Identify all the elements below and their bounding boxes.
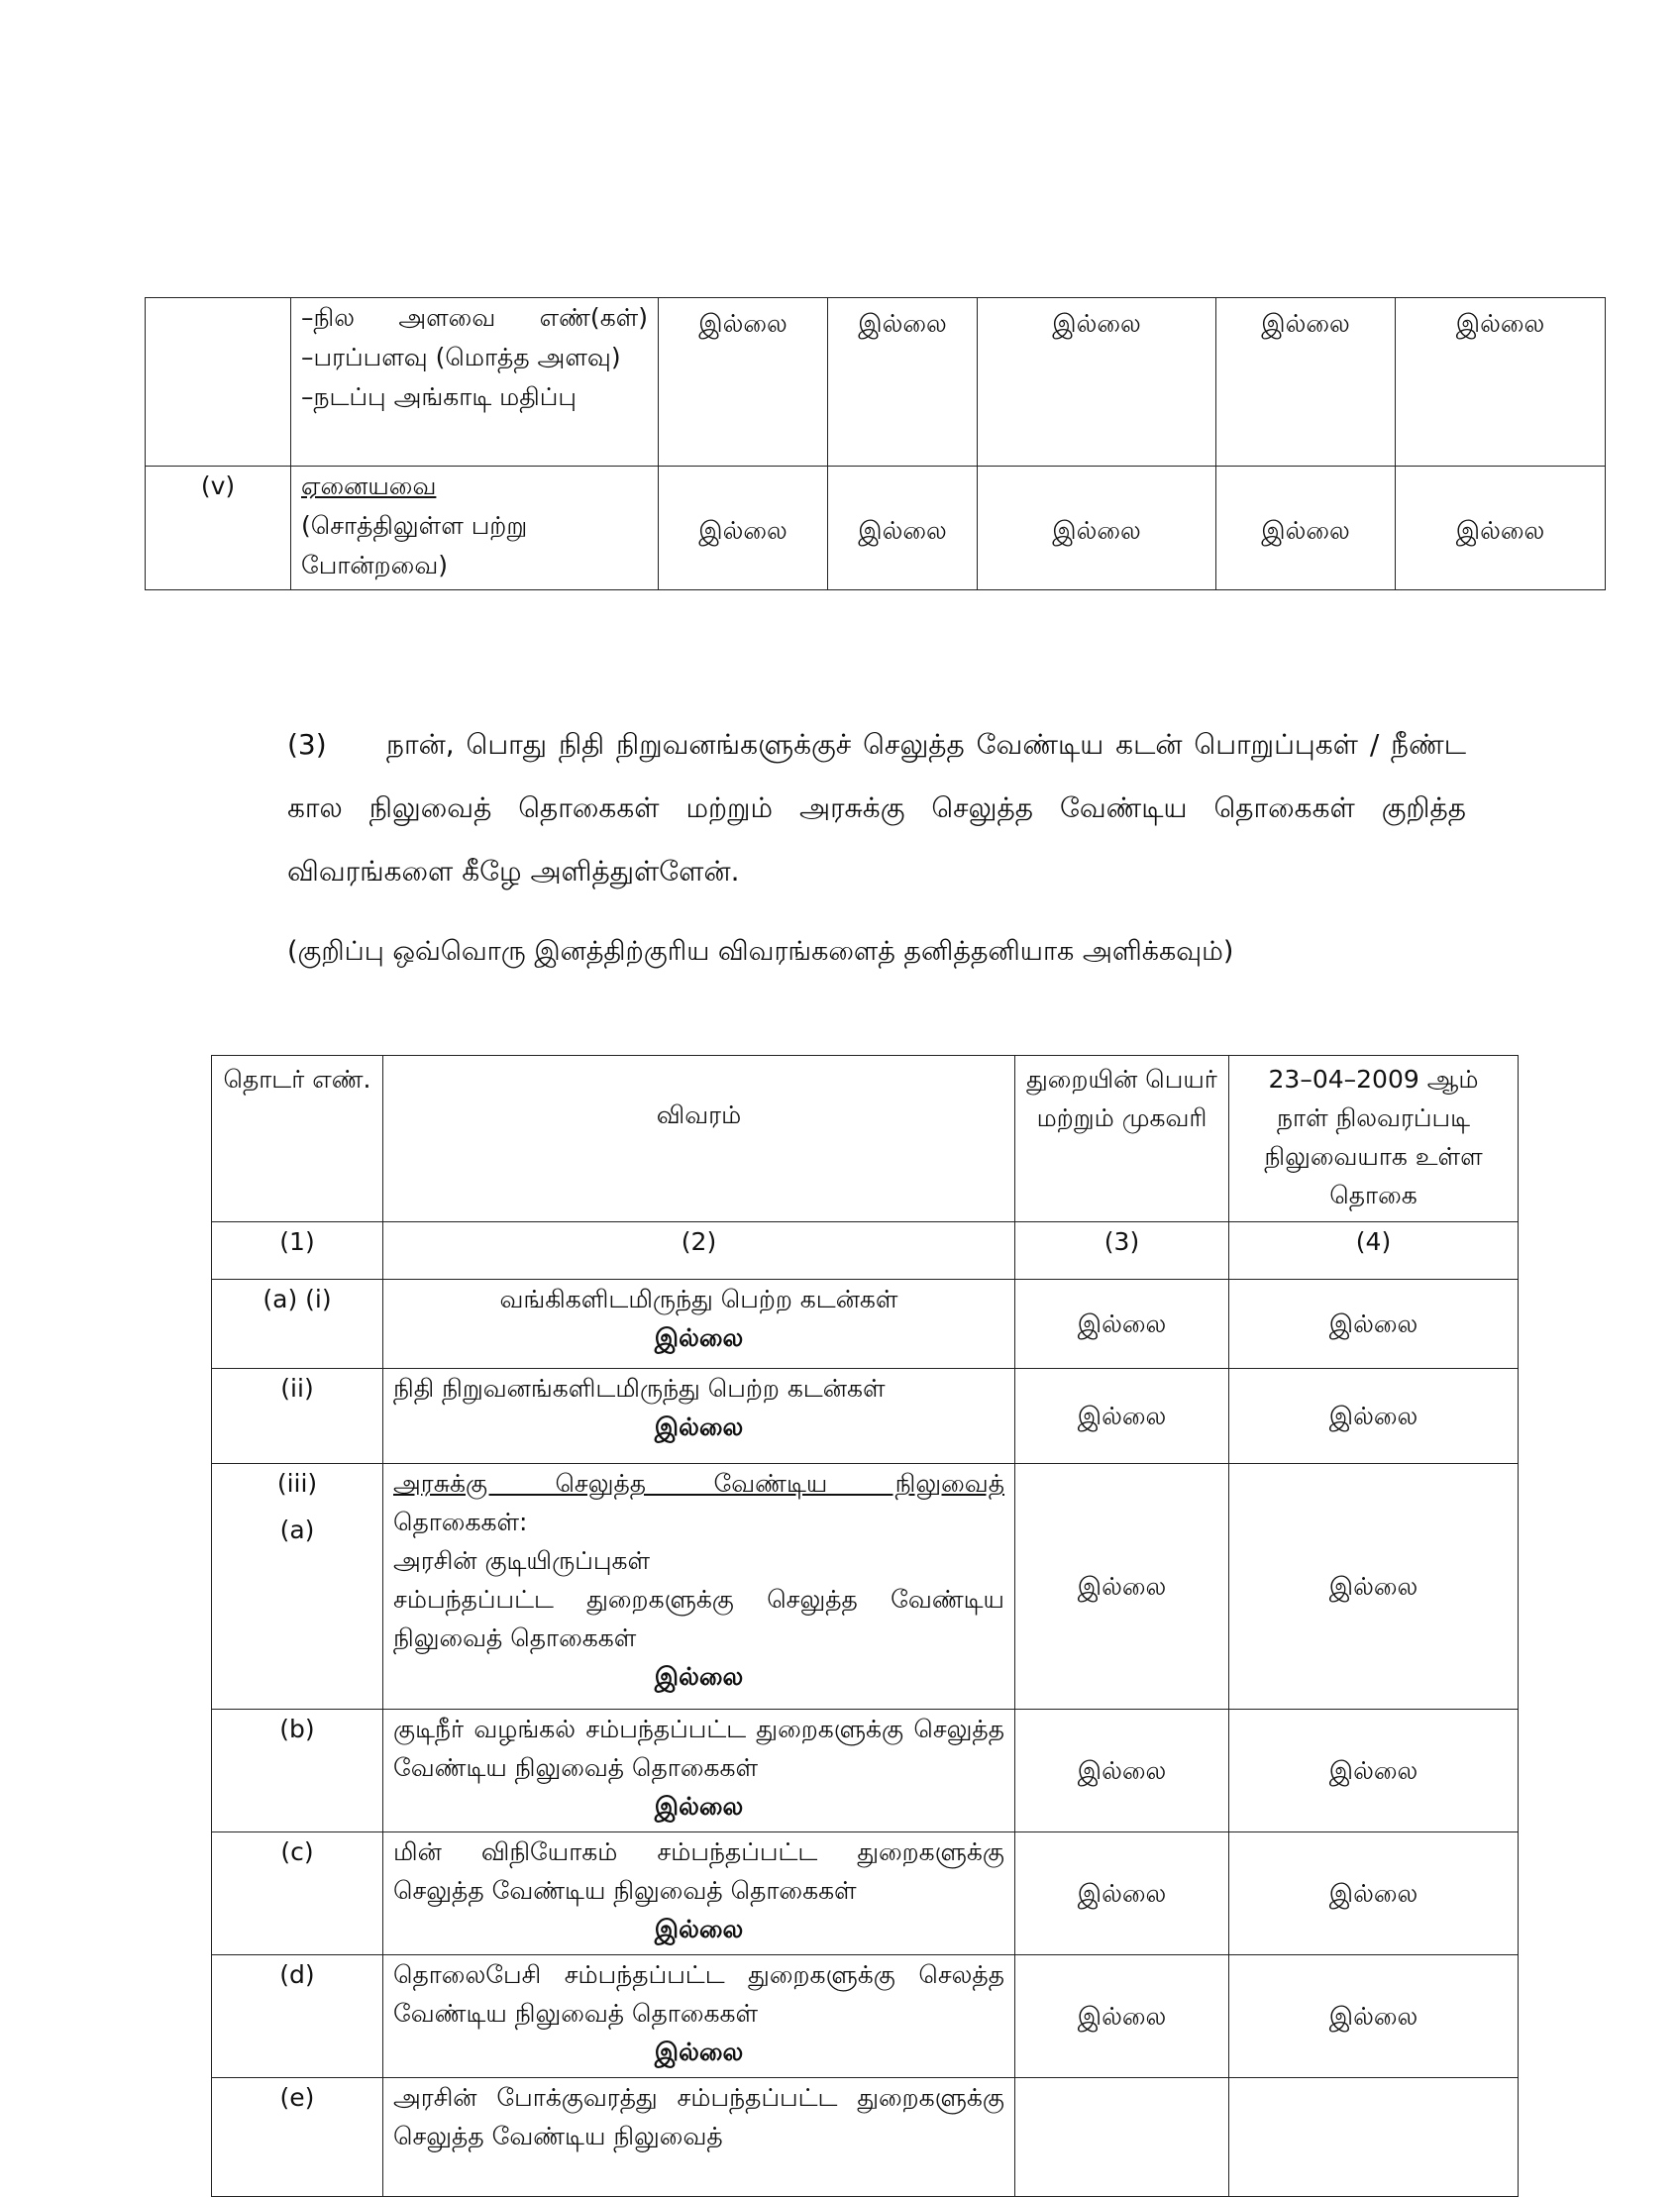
value-cell: இல்லை (1216, 298, 1396, 467)
description-cell (383, 1955, 1015, 2078)
description-cell (383, 1710, 1015, 1832)
serial-cell: (v) (146, 467, 291, 590)
description-value: இல்லை (654, 1412, 744, 1441)
description-text: மின் விநியோகம் சம்பந்தப்பட்ட துறைகளுக்கு செலுத்த வேண்டிய நிலுவைத் தொகைகள் (393, 1837, 1004, 1905)
department-cell: இல்லை (1015, 1464, 1229, 1710)
header-row (212, 1056, 1519, 1222)
table-row (146, 298, 1606, 467)
paragraph-text: நான், பொது நிதி நிறுவனங்களுக்குச் செலுத்த வேண்டிய கடன் பொறுப்புகள் / நீண்ட கால நிலுவைத் தொகைகள் மற்றும் அரசுக்கு செலுத்த வேண்டிய தொகைகள் குறித்த விவரங்களை கீழே அளித்துள்ளேன். (287, 728, 1467, 888)
amount-cell: இல்லை (1229, 1955, 1519, 2078)
description-cell (291, 467, 659, 590)
serial-cell (212, 1464, 383, 1710)
note-text: (குறிப்பு ஒவ்வொரு இனத்திற்குரிய விவரங்களைத் தனித்தனியாக அளிக்கவும்) (287, 936, 1234, 967)
description-text: குடிநீர் வழங்கல் சம்பந்தப்பட்ட துறைகளுக்கு செலுத்த வேண்டிய நிலுவைத் தொகைகள் (393, 1715, 1004, 1782)
table-row (146, 467, 1606, 590)
table-row (212, 1832, 1519, 1955)
value-cell: இல்லை (978, 467, 1216, 590)
department-cell: இல்லை (1015, 1369, 1229, 1464)
description-value: இல்லை (654, 1915, 744, 1943)
table-row (212, 1464, 1519, 1710)
serial-cell: (c) (212, 1832, 383, 1955)
label-line: (சொத்திலுள்ள பற்று போன்றவை) (301, 511, 528, 579)
description-cell (383, 1369, 1015, 1464)
description-text: தொகைகள்: (393, 1508, 528, 1536)
description-text: நிதி நிறுவனங்களிடமிருந்து பெற்ற கடன்கள் (393, 1374, 886, 1403)
value-cell: இல்லை (828, 298, 978, 467)
serial-cell (146, 298, 291, 467)
department-cell: இல்லை (1015, 1955, 1229, 2078)
description-value: இல்லை (654, 1792, 744, 1821)
serial-cell: (d) (212, 1955, 383, 2078)
liabilities-table (211, 1055, 1519, 2197)
column-number-row (212, 1222, 1519, 1280)
value-cell: இல்லை (659, 298, 828, 467)
amount-cell: இல்லை (1229, 1280, 1519, 1369)
header-amount: 23–04–2009 ஆம் நாள் நிலவரப்படி நிலுவையாக உள்ள தொகை (1229, 1056, 1519, 1222)
value-cell: இல்லை (1396, 467, 1606, 590)
description-text: சம்பந்தப்பட்ட துறைகளுக்கு செலுத்த வேண்டிய நிலுவைத் தொகைகள் (393, 1585, 1004, 1652)
value-cell: இல்லை (978, 298, 1216, 467)
table-row (212, 1710, 1519, 1832)
table-row (212, 1369, 1519, 1464)
description-title: அரசுக்கு செலுத்த வேண்டிய நிலுவைத் (393, 1469, 1004, 1498)
value-cell: இல்லை (828, 467, 978, 590)
amount-cell: இல்லை (1229, 1464, 1519, 1710)
description-cell (383, 1464, 1015, 1710)
serial-cell: (e) (212, 2078, 383, 2197)
department-cell: இல்லை (1015, 1832, 1229, 1955)
liabilities-paragraph (287, 713, 1466, 903)
header-description: விவரம் (383, 1056, 1015, 1222)
table-row (212, 1280, 1519, 1369)
description-text: வங்கிகளிடமிருந்து பெற்ற கடன்கள் (499, 1285, 898, 1313)
amount-cell: இல்லை (1229, 1832, 1519, 1955)
description-cell (383, 1280, 1015, 1369)
serial-text: (iii) (276, 1469, 318, 1498)
description-cell (383, 1832, 1015, 1955)
value-cell: இல்லை (1216, 467, 1396, 590)
label-line: –நடப்பு அங்காடி மதிப்பு (301, 382, 577, 411)
description-text: அரசின் போக்குவரத்து சம்பந்தப்பட்ட துறைகளுக்கு செலுத்த வேண்டிய நிலுவைத் (393, 2083, 1004, 2150)
serial-text: (a) (279, 1516, 315, 1544)
column-number: (4) (1229, 1222, 1519, 1280)
amount-cell: இல்லை (1229, 1369, 1519, 1464)
label-line: –பரப்பளவு (மொத்த அளவு) (301, 343, 621, 371)
department-cell: இல்லை (1015, 1710, 1229, 1832)
column-number: (3) (1015, 1222, 1229, 1280)
value-cell: இல்லை (1396, 298, 1606, 467)
description-cell (291, 298, 659, 467)
assets-table-continued (145, 297, 1606, 590)
paragraph-number: (3) (287, 728, 327, 761)
serial-cell: (a) (i) (212, 1280, 383, 1369)
serial-cell: (b) (212, 1710, 383, 1832)
description-text: அரசின் குடியிருப்புகள் (393, 1546, 651, 1575)
value-cell: இல்லை (659, 467, 828, 590)
description-text: தொலைபேசி சம்பந்தப்பட்ட துறைகளுக்கு செலத்த வேண்டிய நிலுவைத் தொகைகள் (393, 1960, 1004, 2028)
description-value: இல்லை (654, 1323, 744, 1352)
label-title: ஏனையவை (301, 471, 437, 500)
amount-cell: இல்லை (1229, 1710, 1519, 1832)
department-cell: இல்லை (1015, 1280, 1229, 1369)
header-department: துறையின் பெயர் மற்றும் முகவரி (1015, 1056, 1229, 1222)
label-line: –நில அளவை எண்(கள்) (301, 303, 648, 332)
serial-cell: (ii) (212, 1369, 383, 1464)
table-row (212, 1955, 1519, 2078)
column-number: (1) (212, 1222, 383, 1280)
column-number: (2) (383, 1222, 1015, 1280)
description-value: இல்லை (654, 2038, 744, 2066)
description-value: இல்லை (654, 1662, 744, 1691)
header-serial: தொடர் எண். (212, 1056, 383, 1222)
